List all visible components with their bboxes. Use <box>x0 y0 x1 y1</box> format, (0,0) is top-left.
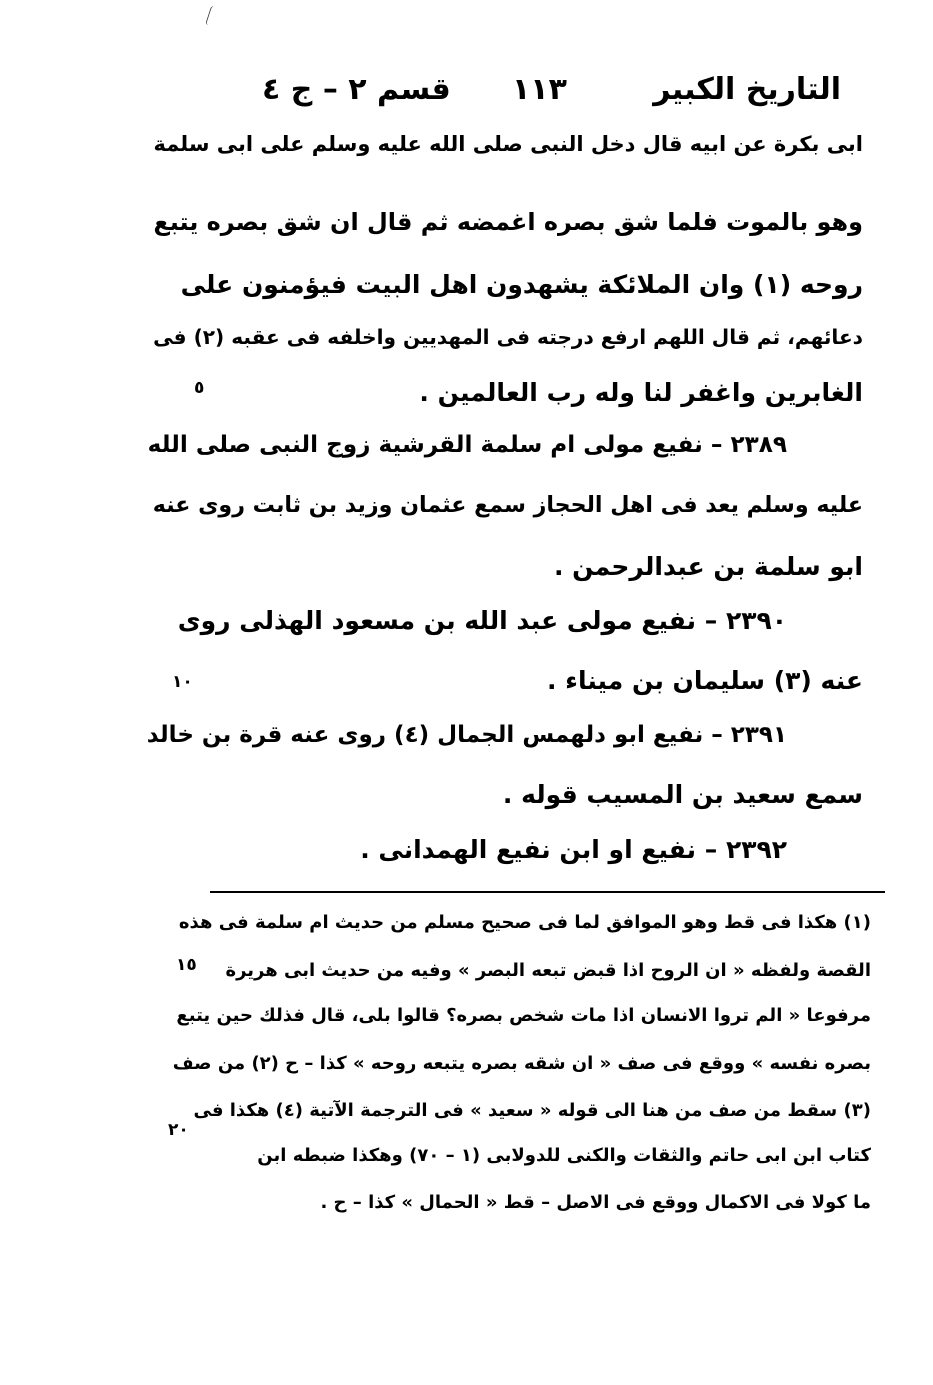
body-line: الغابرين واغفر لنا وله رب العالمين . <box>419 378 863 407</box>
body-line: عليه وسلم يعد فى اهل الحجاز سمع عثمان وزيد بن ثابت روى عنه <box>152 492 863 518</box>
body-line: روحه (١) وان الملائكة يشهدون اهل البيت فيؤمنون على <box>180 270 863 299</box>
body-line: ابى بكرة عن ابيه قال دخل النبى صلى الله عليه وسلم على ابى سلمة <box>153 132 863 156</box>
footnote-line: كتاب ابن ابى حاتم والثقات والكنى للدولابى (١ – ٧٠) وهكذا ضبطه ابن <box>257 1145 871 1166</box>
margin-line-number: ٥ <box>194 378 205 398</box>
footnote-line: مرفوعا « الم تروا الانسان اذا مات شخص بصره؟ قالوا بلى، قال فذلك حين يتبع <box>176 1005 871 1026</box>
body-line: دعائهم، ثم قال اللهم ارفع درجته فى المهديين واخلفه فى عقبه (٢) فى <box>153 325 863 349</box>
entry-2390: ٢٣٩٠ – نفيع مولى عبد الله بن مسعود الهذلى روى <box>177 606 787 635</box>
body-line: عنه (٣) سليمان بن ميناء . <box>546 666 863 695</box>
body-line: ابو سلمة بن عبدالرحمن . <box>553 552 863 581</box>
entry-2392: ٢٣٩٢ – نفيع او ابن نفيع الهمدانى . <box>360 835 787 864</box>
footnote-line: ما كولا فى الاكمال ووقع فى الاصل – قط « الحمال » كذا – ح . <box>320 1192 871 1213</box>
book-title: التاريخ الكبير <box>653 72 841 107</box>
margin-line-number: ١٠ <box>172 672 193 692</box>
body-line: سمع سعيد بن المسيب قوله . <box>502 780 863 809</box>
footnote-line: (١) هكذا فى قط وهو الموافق لما فى صحيح مسلم من حديث ام سلمة فى هذه <box>178 912 871 933</box>
footnote-line: بصره نفسه » ووقع فى صف « ان شقه بصره يتبعه روحه » كذا – ح (٢) من صف <box>172 1053 871 1074</box>
page-number: ١١٣ <box>512 72 567 107</box>
footnote-line: (٣) سقط من صف من هنا الى قوله « سعيد » فى الترجمة الآتية (٤) هكذا فى <box>193 1100 871 1121</box>
margin-line-number: ١٥ <box>176 955 197 975</box>
pen-mark <box>205 5 218 26</box>
footnote-separator <box>210 891 885 893</box>
margin-line-number: ٢٠ <box>168 1120 189 1140</box>
section-label: قسم ٢ – ج ٤ <box>262 72 451 107</box>
footnote-line: القصة ولفظه « ان الروح اذا قبض تبعه البصر » وفيه من حديث ابى هريرة <box>225 960 871 981</box>
body-line: وهو بالموت فلما شق بصره اغمضه ثم قال ان شق بصره يتبع <box>153 208 863 236</box>
entry-2389: ٢٣٨٩ – نفيع مولى ام سلمة القرشية زوج النبى صلى الله <box>147 432 787 458</box>
entry-2391: ٢٣٩١ – نفيع ابو دلهمس الجمال (٤) روى عنه قرة بن خالد <box>146 722 787 748</box>
